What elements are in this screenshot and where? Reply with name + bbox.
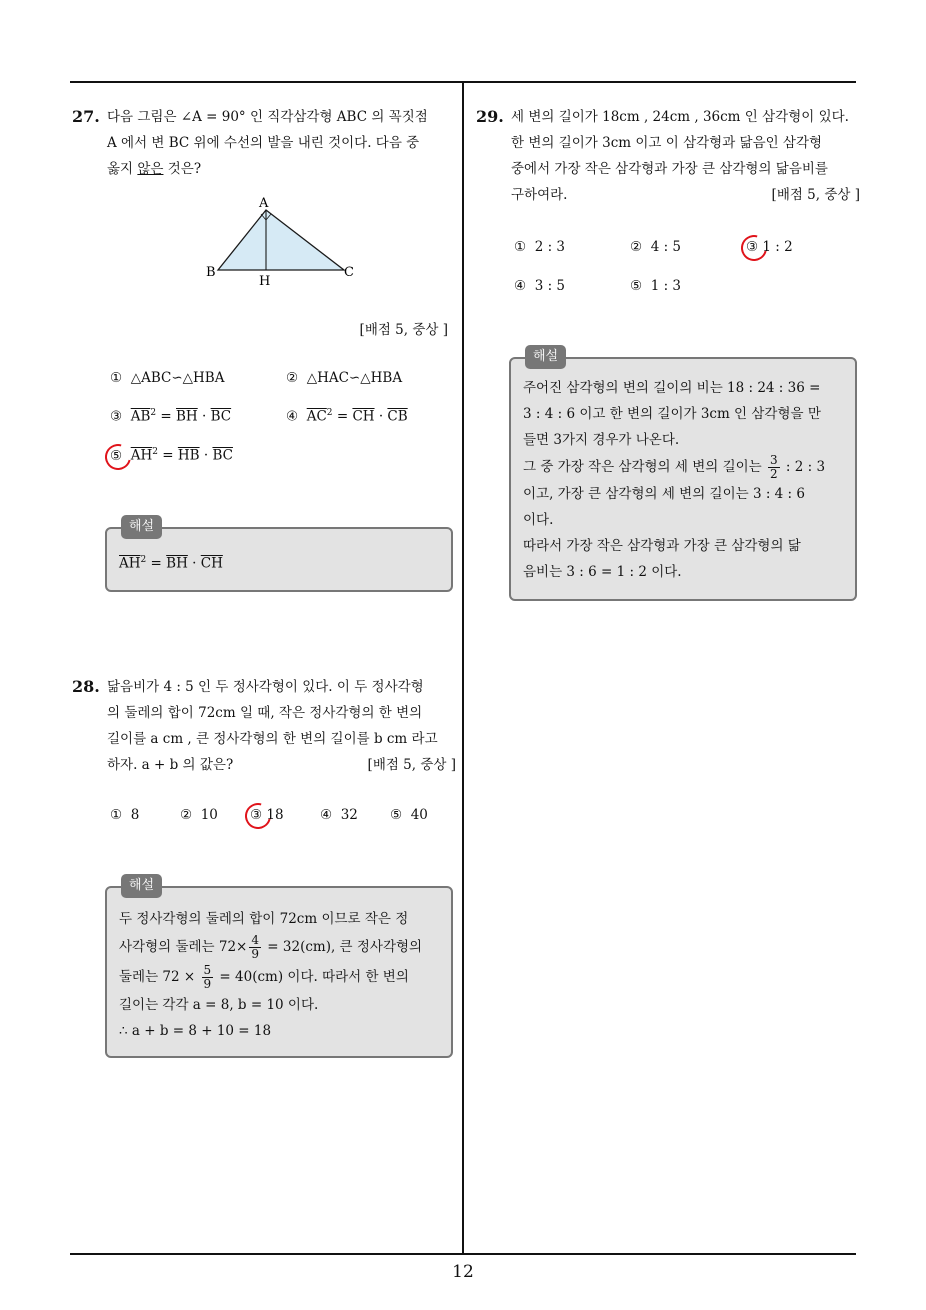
page-number: 12	[452, 1262, 474, 1282]
solution-tag: 해설	[525, 345, 566, 369]
solution-line: 따라서 가장 작은 삼각형과 가장 큰 삼각형의 닮	[523, 538, 801, 554]
solution-box-q28	[105, 878, 453, 1058]
fraction: $\frac{5}{9}$	[203, 963, 212, 991]
choice-4[interactable]: ④ 3 : 5	[514, 278, 566, 294]
label-h: H	[259, 274, 271, 289]
solution-line: 길이는 각각 a = 8, b = 10 이다.	[119, 997, 319, 1013]
right-triangle-figure	[196, 196, 366, 292]
question-text-line: A 에서 변 BC 위에 수선의 발을 내린 것이다. 다음 중	[107, 135, 420, 151]
fraction: $\frac{4}{9}$	[251, 933, 259, 961]
question-text-line: 옳지 않은 것은?	[107, 161, 202, 177]
label-a: A	[259, 196, 269, 211]
question-text-line: 다음 그림은 ∠A = 90° 인 직각삼각형 ABC 의 꼭짓점	[107, 109, 428, 125]
solution-line: 음비는 3 : 6 = 1 : 2 이다.	[523, 564, 682, 580]
solution-box-q27	[105, 519, 453, 592]
solution-line: 그 중 가장 작은 삼각형의 세 변의 길이는 $\frac{3}{2}$ : 2 : 3	[523, 453, 826, 481]
solution-line: 3 : 4 : 6 이고 한 변의 길이가 3cm 인 삼각형을 만	[523, 406, 821, 422]
choice-1[interactable]: ① △ABC∽△HBA	[110, 370, 225, 386]
question-text-line: 의 둘레의 합이 72cm 일 때, 작은 정사각형의 한 변의	[107, 705, 423, 721]
choice-3[interactable]: ③ 18	[250, 807, 284, 823]
choice-3[interactable]: ③ $\overline{AB}^2 = \overline{BH} \cdot \overline{BC}$	[110, 408, 232, 425]
answer-circle-mark	[100, 439, 136, 475]
question-text-line: 세 변의 길이가 18cm , 24cm , 36cm 인 삼각형이 있다.	[511, 109, 849, 125]
solution-tag: 해설	[121, 874, 162, 898]
triangle-abc	[218, 210, 344, 270]
score-q29: [배점 5, 중상 ]	[771, 187, 860, 203]
solution-line: 사각형의 둘레는 72× $\frac{4}{9}$ = 32(cm), 큰 정사각형의	[119, 933, 423, 961]
solution-box-q29	[509, 349, 857, 601]
choice-3[interactable]: ③ 1 : 2	[746, 239, 793, 255]
choice-5[interactable]: ⑤ 1 : 3	[630, 278, 682, 294]
question-text-line: 한 변의 길이가 3cm 이고 이 삼각형과 닮음인 삼각형	[511, 135, 823, 151]
choice-5[interactable]: ⑤ $\overline{AH}^2 = \overline{HB} \cdot \overline{BC}$	[110, 447, 233, 464]
choice-4[interactable]: ④ $\overline{AC}^2 = \overline{CH} \cdot \overline{CB}$	[286, 408, 408, 425]
choice-1[interactable]: ① 8	[110, 807, 140, 823]
question-text-line: 닮음비가 4 : 5 인 두 정사각형이 있다. 이 두 정사각형	[107, 679, 424, 695]
choice-2[interactable]: ② 4 : 5	[630, 239, 682, 255]
label-b: B	[206, 265, 216, 280]
fraction: $\frac{3}{2}$	[770, 453, 778, 481]
question-27	[72, 104, 456, 182]
solution-line: 두 정사각형의 둘레의 합이 72cm 이므로 작은 정	[119, 911, 409, 927]
solution-line: 주어진 삼각형의 변의 길이의 비는 18 : 24 : 36 =	[523, 380, 821, 396]
question-number: 29.	[476, 107, 504, 126]
score-q28: [배점 5, 중상 ]	[367, 757, 456, 773]
solution-formula: $\overline{AH}^2 = \overline{BH} \cdot \overline{CH}$	[119, 555, 223, 572]
solution-line: 들면 3가지 경우가 나온다.	[523, 432, 680, 448]
question-text-line: 구하여라. [배점 5, 중상 ]	[511, 182, 860, 208]
column-divider	[462, 82, 464, 1254]
answer-circle-mark	[240, 798, 276, 834]
answer-circle-mark	[736, 230, 772, 266]
underlined-word: 않은	[137, 161, 164, 177]
question-text-line: 하자. a + b 의 값은? [배점 5, 중상 ]	[107, 752, 456, 778]
solution-line: ∴ a + b = 8 + 10 = 18	[119, 1023, 272, 1039]
question-number: 28.	[72, 677, 100, 696]
choice-2[interactable]: ② △HAC∽△HBA	[286, 370, 403, 386]
solution-line: 이고, 가장 큰 삼각형의 세 변의 길이는 3 : 4 : 6	[523, 486, 805, 502]
choice-5[interactable]: ⑤ 40	[390, 807, 428, 823]
question-number: 27.	[72, 107, 100, 126]
score-q27: [배점 5, 중상 ]	[359, 322, 448, 338]
question-29	[476, 104, 860, 208]
question-text-line: 중에서 가장 작은 삼각형과 가장 큰 삼각형의 닮음비를	[511, 161, 828, 177]
choice-4[interactable]: ④ 32	[320, 807, 358, 823]
question-28	[72, 674, 456, 778]
solution-line: 이다.	[523, 512, 554, 528]
footer-rule	[70, 1253, 856, 1255]
label-c: C	[344, 265, 354, 280]
solution-line: 둘레는 72 × $\frac{5}{9}$ = 40(cm) 이다. 따라서 한 변의	[119, 963, 409, 991]
question-text-line: 길이를 a cm , 큰 정사각형의 한 변의 길이를 b cm 라고	[107, 731, 438, 747]
solution-tag: 해설	[121, 515, 162, 539]
choice-1[interactable]: ① 2 : 3	[514, 239, 566, 255]
choice-2[interactable]: ② 10	[180, 807, 218, 823]
